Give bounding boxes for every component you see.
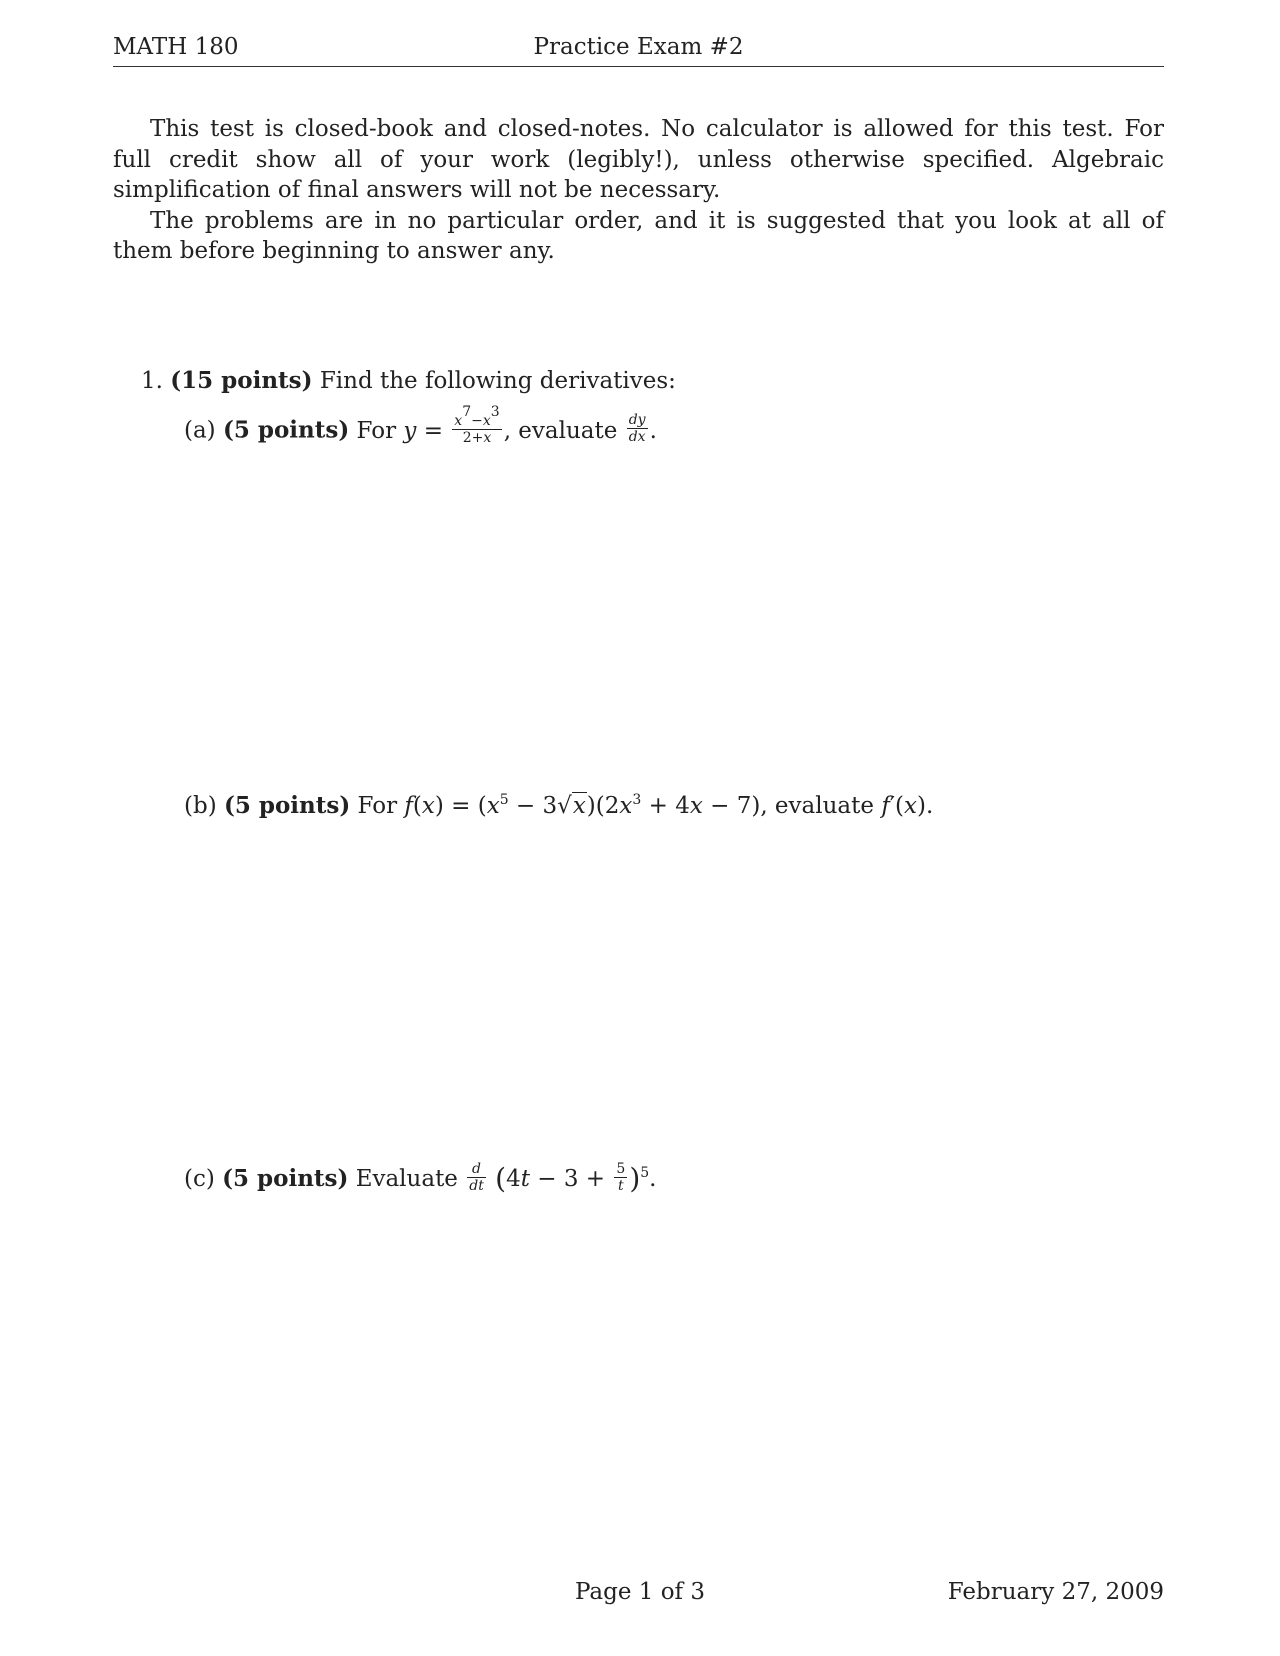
problem-text: Find the following derivatives:: [319, 368, 676, 394]
exam-title: Practice Exam #2: [533, 34, 744, 60]
part-points: (5 points): [222, 1165, 349, 1192]
part-label: (b): [184, 793, 217, 819]
instructions-paragraph-2: The problems are in no particular order, and it is suggested that you look at all of them before beginning to answer any.: [113, 207, 1164, 264]
problem-1b: [184, 791, 933, 821]
part-points: (5 points): [222, 416, 350, 444]
problem-number: 1.: [141, 368, 163, 394]
page-header: [113, 32, 1164, 67]
page-number: Page 1 of 3: [574, 1579, 706, 1605]
part-b-math: For $f(x) = (x^5 - 3√x)(2x^3 + 4x - 7)$, evaluate f′(x).: [357, 792, 934, 819]
part-label: (a): [184, 417, 216, 444]
part-a-math: For y = $\frac{x^7-x^3}{2+x}$ , evaluate $\frac{dy}{dx}$ .: [356, 404, 657, 446]
problem-1-heading: [141, 366, 676, 396]
exam-date: February 27, 2009: [947, 1579, 1164, 1605]
part-label: (c): [184, 1166, 215, 1192]
course-label: MATH 180: [113, 34, 239, 60]
problem-1a: [184, 404, 657, 448]
part-points: (5 points): [223, 792, 351, 819]
instructions: [113, 114, 1164, 267]
problem-points: (15 points): [170, 367, 313, 394]
problem-1c: [184, 1160, 657, 1196]
instructions-paragraph-1: This test is closed-book and closed-notes. No calculator is allowed for this test. For full credit show all of your work (legibly!), unless otherwise specified. Algebraic simplification of final answers will not be necessary.: [113, 116, 1164, 203]
part-c-math: Evaluate $\frac{d}{dt}$ (4t − 3 + $\frac{5}{t}$ )$^5$.: [355, 1160, 657, 1195]
